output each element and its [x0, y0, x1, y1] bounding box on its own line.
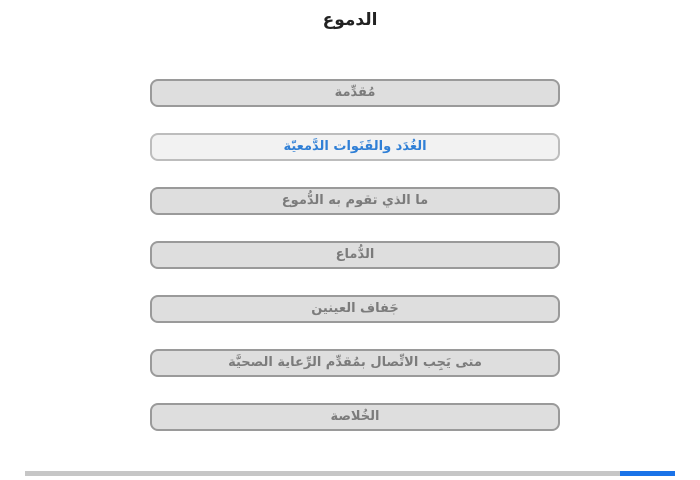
progress-bar-fill [620, 471, 675, 476]
page-title: الدموع [322, 10, 378, 30]
menu-item-watery-eyes[interactable]: الدُّماع [150, 241, 560, 269]
progress-bar [25, 471, 675, 476]
menu-item-summary[interactable]: الخُلاصة [150, 403, 560, 431]
menu-item-glands-and-ducts[interactable]: الغُدَد والقَنَوات الدَّمعيّة [150, 133, 560, 161]
menu-item-when-to-call-provider[interactable]: متى يَجِب الاتِّصال بمُقدِّم الرِّعاية الصحيَّة [150, 349, 560, 377]
menu-item-what-tears-do[interactable]: ما الذي تقوم به الدُّموع [150, 187, 560, 215]
chapter-menu [150, 79, 560, 457]
menu-item-dry-eyes[interactable]: جَفاف العينين [150, 295, 560, 323]
menu-item-introduction[interactable]: مُقدِّمة [150, 79, 560, 107]
